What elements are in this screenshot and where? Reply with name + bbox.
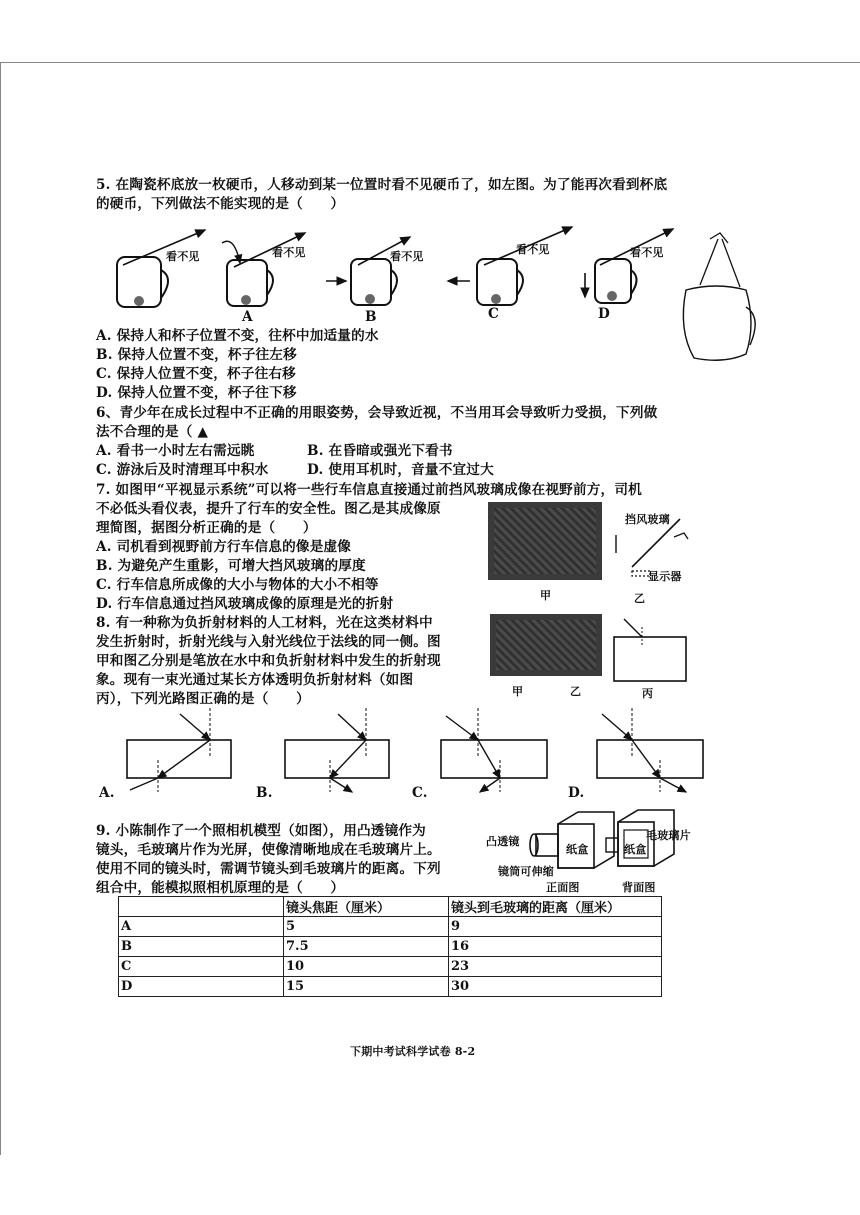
q9-label-lens: 凸透镜 (486, 835, 520, 848)
q7-label-jia: 甲 (540, 589, 552, 602)
q5-fig-label-c: C (488, 306, 500, 322)
q8-diagram-a (127, 708, 231, 792)
q5-fig-label-d: D (598, 306, 610, 322)
q7-photo-jia (488, 502, 602, 580)
q8-option-a: A. (99, 785, 115, 801)
q9-stem-line3: 使用不同的镜头时，需调节镜头到毛玻璃片的距离。下列 (96, 861, 441, 877)
q7-option-c: C. 行车信息所成像的大小与物体的大小不相等 (96, 577, 379, 593)
table-row (119, 937, 662, 957)
q7-option-d: D. 行车信息通过挡风玻璃成像的原理是光的折射 (96, 596, 394, 612)
q8-stem-line1: 8. 有一种称为负折射材料的人工材料，光在这类材料中 (96, 615, 433, 631)
q9-label-back-view: 背面图 (622, 881, 656, 894)
table-cell: 16 (449, 937, 662, 957)
table-row (119, 917, 662, 937)
table-cell: 10 (284, 957, 449, 977)
q9-stem-line2: 镜头，毛玻璃片作为光屏，使像清晰地成在毛玻璃片上。 (96, 842, 441, 858)
q6-stem-line1: 6、青少年在成长过程中不正确的用眼姿势，会导致近视，不当用耳会导致听力受损，下列做 (96, 405, 658, 421)
q5-option-b: B. 保持人位置不变，杯子往左移 (96, 347, 297, 363)
q5-option-a: A. 保持人和杯子位置不变，往杯中加适量的水 (96, 328, 379, 344)
q7-stem-line1: 7. 如图甲“平视显示系统”可以将一些行车信息直接通过前挡风玻璃成像在视野前方，司机 (96, 482, 642, 498)
q7-stem-line2: 不必低头看仪表，提升了行车的安全性。图乙是其成像原 (96, 501, 441, 517)
table-cell: 5 (284, 917, 449, 937)
cup-original (117, 230, 205, 307)
cup-sketch-right (683, 233, 755, 360)
q6-stem-line2: 法不合理的是（ ▲ (96, 424, 209, 440)
table-row (119, 957, 662, 977)
q5-stem-line1: 5. 在陶瓷杯底放一枚硬币，人移动到某一位置时看不见硬币了，如左图。为了能再次看到杯底 (96, 177, 668, 193)
q9-stem-line4: 组合中，能模拟照相机原理的是（ ） (96, 880, 345, 896)
q8-diagram-d (597, 708, 703, 792)
q5-cannot-see-d: 看不见 (630, 246, 664, 259)
q5-option-d: D. 保持人位置不变，杯子往下移 (96, 385, 297, 401)
q8-diagram-b (285, 708, 389, 792)
q8-option-d: D. (568, 785, 585, 801)
q9-label-box-front: 纸盒 (566, 843, 589, 856)
q8-label-jia: 甲 (512, 685, 524, 698)
q9-label-tube: 镜筒可伸缩 (498, 865, 554, 878)
q8-stem-line2: 发生折射时，折射光线与入射光线位于法线的同一侧。图 (96, 634, 441, 650)
table-cell: 30 (449, 977, 662, 997)
table-cell: A (119, 917, 284, 937)
q7-label-display: 显示器 (648, 570, 682, 583)
q7-label-yi: 乙 (634, 592, 646, 605)
page-footer: 下期中考试科学试卷 8-2 (350, 1045, 476, 1058)
table-row (119, 977, 662, 997)
q9-data-table (118, 896, 662, 997)
cup-c (448, 227, 572, 305)
q6-option-c: C. 游泳后及时清理耳中积水 (96, 462, 269, 478)
q5-cannot-see-c: 看不见 (516, 243, 550, 256)
table-header-cell (119, 897, 284, 917)
q8-photo-jia-yi (490, 614, 602, 676)
q9-label-glass: 毛玻璃片 (646, 829, 691, 842)
q9-label-box-back: 纸盒 (624, 843, 647, 856)
q6-option-a: A. 看书一小时左右需远眺 (96, 443, 255, 459)
table-cell: C (119, 957, 284, 977)
table-cell: B (119, 937, 284, 957)
q8-label-yi: 乙 (570, 685, 582, 698)
table-cell: D (119, 977, 284, 997)
q8-option-diagrams (0, 706, 860, 796)
q8-option-c: C. (412, 785, 428, 801)
q5-cannot-see-0: 看不见 (166, 250, 200, 263)
q9-stem-line1: 9. 小陈制作了一个照相机模型（如图），用凸透镜作为 (96, 823, 426, 839)
q5-cannot-see-a: 看不见 (272, 246, 306, 259)
q9-label-front-view: 正面图 (546, 881, 580, 894)
table-header-row (119, 897, 662, 917)
table-cell: 15 (284, 977, 449, 997)
q8-stem-line4: 象。现有一束光通过某长方体透明负折射材料（如图 (96, 672, 414, 688)
q5-cannot-see-b: 看不见 (390, 250, 424, 263)
q8-label-bing: 丙 (642, 687, 654, 700)
page-frame-top (0, 62, 860, 63)
q7-stem-line3: 理简图，据图分析正确的是（ ） (96, 520, 317, 536)
q6-option-b: B. 在昏暗或强光下看书 (307, 443, 453, 459)
q5-option-c: C. 保持人位置不变，杯子往右移 (96, 366, 296, 382)
q5-fig-label-b: B (365, 309, 377, 325)
table-header-cell: 镜头焦距（厘米） (284, 897, 449, 917)
q8-diagram-c (441, 708, 547, 792)
q7-option-b: B. 为避免产生重影，可增大挡风玻璃的厚度 (96, 558, 366, 574)
q8-diagram-bing (612, 615, 692, 685)
table-header-cell: 镜头到毛玻璃的距离（厘米） (449, 897, 662, 917)
table-cell: 23 (449, 957, 662, 977)
q5-stem-line2: 的硬币，下列做法不能实现的是（ ） (96, 196, 345, 212)
q7-label-windshield: 挡风玻璃 (625, 513, 670, 526)
q8-stem-line5: 丙），下列光路图正确的是（ ） (96, 691, 310, 707)
q7-option-a: A. 司机看到视野前方行车信息的像是虚像 (96, 539, 352, 555)
cup-d (585, 229, 673, 303)
q8-option-b: B. (256, 785, 273, 801)
q5-fig-label-a: A (242, 309, 253, 325)
table-cell: 9 (449, 917, 662, 937)
q6-option-d: D. 使用耳机时，音量不宜过大 (307, 462, 494, 478)
table-cell: 7.5 (284, 937, 449, 957)
q8-stem-line3: 甲和图乙分别是笔放在水中和负折射材料中发生的折射现 (96, 653, 441, 669)
